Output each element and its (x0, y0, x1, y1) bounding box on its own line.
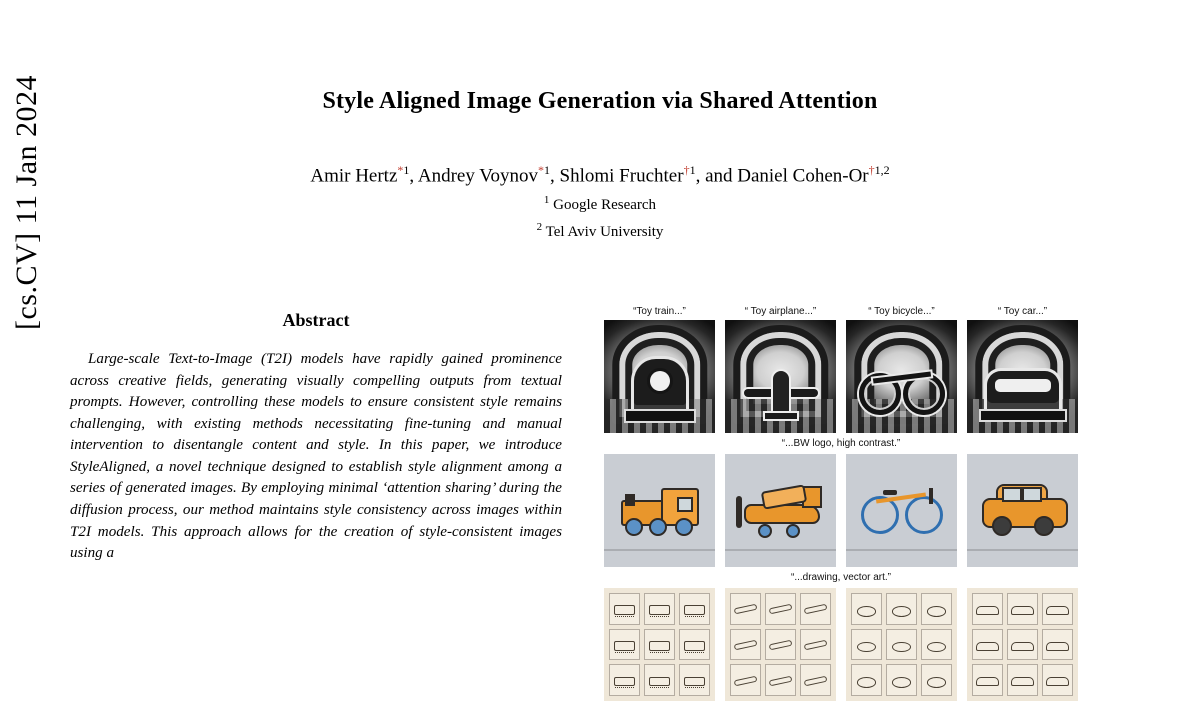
sketch-tile (730, 629, 761, 661)
sketch-tile (1007, 664, 1038, 696)
train-wheel (675, 518, 693, 536)
author-4-dagger-marker: † (868, 163, 875, 177)
sketch-tile (1042, 629, 1073, 661)
sketch-tile (679, 593, 710, 625)
bicycle-handlebar (929, 488, 933, 504)
sketch-tile (800, 593, 831, 625)
airplane-glyph (744, 371, 818, 415)
bicycle-wheel-right (903, 373, 945, 415)
sketch-tile (921, 629, 952, 661)
author-name-4: Daniel Cohen-Or (737, 165, 869, 187)
bicycle-wheel-right (905, 496, 943, 534)
author-list (120, 163, 1080, 187)
sketch-detail (615, 687, 634, 688)
sketch-tile (886, 593, 917, 625)
sketch-tile (851, 629, 882, 661)
sketch-tile (800, 664, 831, 696)
car-window (1002, 487, 1022, 502)
figure-image-bw-car (967, 320, 1078, 433)
author-4-affil-marker: 1,2 (874, 163, 890, 177)
bicycle-illustration (861, 488, 943, 534)
figure-image-flat-car (967, 454, 1078, 567)
sketch-detail (685, 687, 704, 688)
style-label-vector-art: “...drawing, vector art.” (790, 572, 892, 583)
sketch-tile (765, 664, 796, 696)
train-wheel (649, 518, 667, 536)
sketch-tile (921, 664, 952, 696)
sketch-grid (609, 593, 710, 696)
sketch-detail (650, 616, 669, 617)
sketch-detail (685, 616, 704, 617)
airplane-illustration (738, 484, 824, 538)
sketch-tile (765, 593, 796, 625)
page-title: Style Aligned Image Generation via Shared Attention (322, 88, 878, 114)
sketch-tile (679, 664, 710, 696)
sketch-grid (972, 593, 1073, 696)
figure-image-bw-train (604, 320, 715, 433)
abstract-heading: Abstract (282, 310, 350, 330)
author-3-affil-marker: 1 (689, 163, 696, 177)
car-wheel (1034, 516, 1054, 536)
sketch-tile (644, 593, 675, 625)
train-glyph (634, 359, 686, 415)
abstract-section (70, 310, 562, 565)
sketch-tile (609, 664, 640, 696)
sketch-tile (644, 629, 675, 661)
author-name-2: Andrey Voynov (417, 165, 539, 187)
sketch-tile (851, 664, 882, 696)
figure-image-flat-train (604, 454, 715, 567)
sketch-detail (650, 652, 669, 653)
affiliation-1-name: Google Research (553, 197, 657, 214)
bicycle-glyph (859, 367, 945, 415)
sketch-tile (921, 593, 952, 625)
sketch-tile (851, 593, 882, 625)
sketch-tile (886, 664, 917, 696)
sketch-tile (1007, 629, 1038, 661)
arxiv-identifier-stamp: [cs.CV] 11 Jan 2024 (10, 74, 43, 330)
figure-image-vector-airplane (725, 588, 836, 701)
train-cab-window (677, 497, 693, 512)
author-name-3: Shlomi Fruchter (559, 165, 684, 187)
figure-image-vector-bicycle (846, 588, 957, 701)
prompt-caption-train: “Toy train...” (633, 306, 686, 317)
sketch-tile (972, 629, 1003, 661)
author-separator-1: , (409, 165, 418, 187)
train-illustration (621, 486, 699, 536)
airplane-fuselage (773, 371, 789, 415)
teaser-figure (604, 306, 1078, 701)
author-2-affil-marker: 1 (544, 163, 551, 177)
sketch-grid (851, 593, 952, 696)
car-wheel (992, 516, 1012, 536)
paper-header (120, 88, 1080, 241)
prompt-caption-bicycle: “ Toy bicycle...” (868, 306, 935, 317)
sketch-tile (644, 664, 675, 696)
sketch-detail (685, 652, 704, 653)
sketch-detail (615, 616, 634, 617)
sketch-tile (972, 664, 1003, 696)
car-illustration (982, 486, 1064, 536)
car-window (1022, 487, 1042, 502)
car-glyph (987, 371, 1059, 415)
train-smokestack (625, 494, 635, 506)
bicycle-seat (883, 490, 897, 495)
airplane-tail (765, 413, 797, 419)
affiliation-2-marker: 2 (536, 221, 543, 234)
ground-line (604, 549, 715, 551)
sketch-tile (609, 593, 640, 625)
sketch-detail (650, 687, 669, 688)
style-label-bw-logo: “...BW logo, high contrast.” (781, 438, 901, 449)
figure-row-bw-logo (604, 320, 1078, 433)
affiliation-2-name: Tel Aviv University (545, 224, 664, 241)
prompt-caption-car: “ Toy car...” (997, 306, 1048, 317)
figure-image-vector-train (604, 588, 715, 701)
sketch-tile (1007, 593, 1038, 625)
sketch-tile (609, 629, 640, 661)
sketch-tile (730, 593, 761, 625)
author-1-affil-marker: 1 (403, 163, 410, 177)
affiliation-1 (120, 194, 1080, 214)
sketch-tile (679, 629, 710, 661)
airplane-wheel (786, 524, 800, 538)
figure-image-flat-airplane (725, 454, 836, 567)
figure-image-bw-bicycle (846, 320, 957, 433)
prompt-caption-airplane: “ Toy airplane...” (744, 306, 817, 317)
figure-image-vector-car (967, 588, 1078, 701)
affiliation-1-marker: 1 (543, 194, 550, 207)
figure-image-flat-bicycle (846, 454, 957, 567)
author-2-star-marker: * (538, 163, 545, 177)
author-3-dagger-marker: † (683, 163, 690, 177)
ground-line (725, 549, 836, 551)
author-separator-2: , (550, 165, 560, 187)
ground-line (846, 549, 957, 551)
affiliation-2 (120, 221, 1080, 241)
train-wheel (625, 518, 643, 536)
sketch-detail (615, 652, 634, 653)
ground-line (967, 549, 1078, 551)
sketch-tile (1042, 664, 1073, 696)
sketch-grid (730, 593, 831, 696)
figure-row-flat-color (604, 454, 1078, 567)
author-name-1: Amir Hertz (310, 165, 398, 187)
figure-image-bw-airplane (725, 320, 836, 433)
author-separator-3: , and (695, 165, 738, 187)
sketch-tile (730, 664, 761, 696)
author-1-star-marker: * (397, 163, 404, 177)
sketch-tile (765, 629, 796, 661)
figure-prompt-caption-row (604, 306, 1078, 320)
airplane-wheel (758, 524, 772, 538)
figure-row-vector-art (604, 588, 1078, 701)
sketch-tile (800, 629, 831, 661)
sketch-tile (1042, 593, 1073, 625)
airplane-propeller (736, 496, 742, 528)
abstract-body-text: Large-scale Text-to-Image (T2I) models have rapidly gained prominence across creative fields, generating visually compelling outputs from textual prompts. However, controlling these models to ensure consistent style remains challenging, with existing methods necessitating fine-tuning and manual intervention to disentangle content and style. In this paper, we introduce StyleAligned, a novel technique designed to establish style alignment among a series of generated images. By employing minimal ‘attention sharing’ during the diffusion process, our method maintains style consistency across images within T2I models. This approach allows for the creation of style-consistent images using a (70, 351, 562, 562)
sketch-tile (972, 593, 1003, 625)
sketch-tile (886, 629, 917, 661)
